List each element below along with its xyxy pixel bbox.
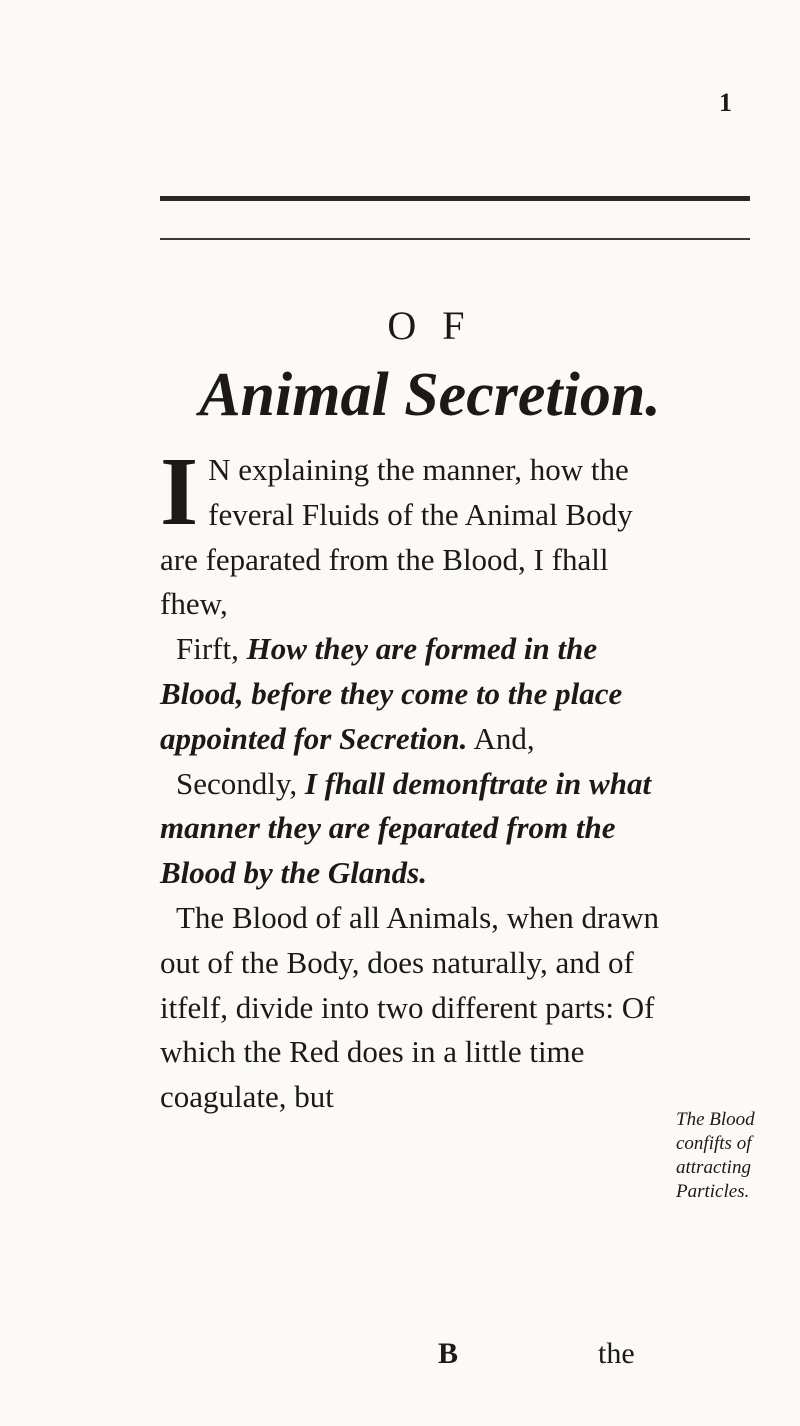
catchword: the — [598, 1337, 635, 1370]
header-rule-thin — [160, 238, 750, 240]
paragraph-second — [160, 762, 660, 896]
paragraph-first — [160, 627, 660, 761]
first-label: Firft, — [176, 631, 239, 667]
second-text: I fhall demonftrate in what manner they are feparated from the Blood by the Glands. — [160, 765, 652, 891]
first-text: How they are formed in the Blood, before they come to the place appointed for Secretion. — [160, 631, 623, 756]
paragraph-intro-text: N explaining the manner, how the feveral Fluids of the Animal Body are feparated from the Blood, I fhall fhew, — [160, 452, 633, 622]
paragraph-blood: The Blood of all Animals, when drawn out of the Body, does naturally, and of itfelf, divide into two different parts: Of which the Red does in a little time coagulate, but — [160, 899, 659, 1115]
and-text: And, — [473, 720, 535, 756]
drop-cap: I — [160, 438, 199, 546]
heading-of: O F — [387, 303, 473, 348]
paragraph-intro — [160, 438, 660, 627]
second-label: Secondly, — [176, 765, 298, 801]
page-title: Animal Secretion. — [199, 361, 661, 429]
page-number: 1 — [719, 88, 732, 117]
header-rule-thick — [160, 196, 750, 201]
signature-mark: B — [438, 1337, 459, 1370]
margin-note: The Blood confifts of attracting Particles. — [676, 1109, 755, 1202]
body-text — [160, 438, 660, 1120]
